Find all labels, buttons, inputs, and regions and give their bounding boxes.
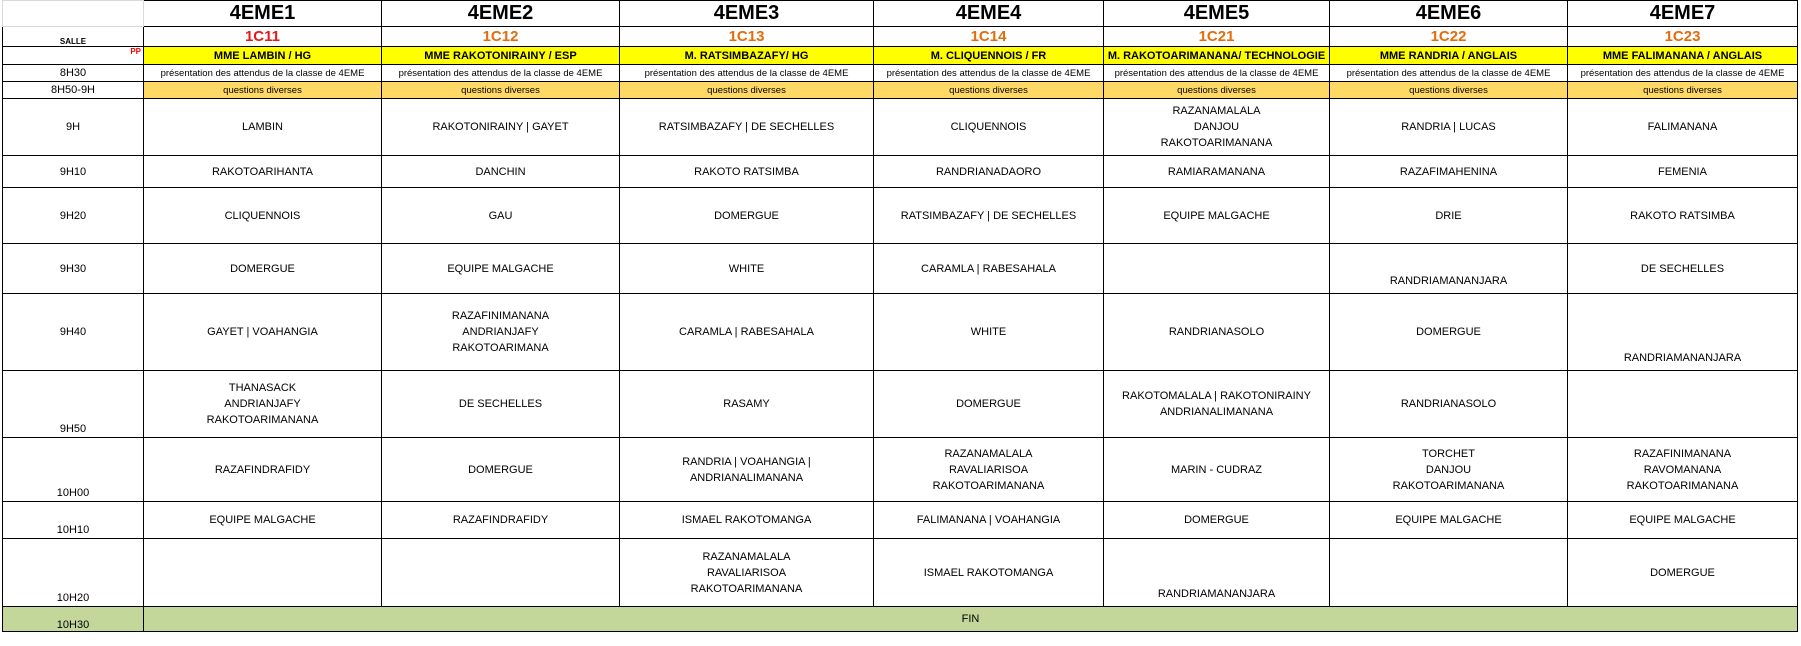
slot-cell[interactable] xyxy=(1330,502,1568,539)
teacher-name: DOMERGUE xyxy=(1416,326,1481,338)
teacher-name: RAKOTONIRAINY | GAYET xyxy=(432,121,569,133)
teacher-name: THANASACK xyxy=(228,382,297,394)
slot-cell[interactable] xyxy=(1330,99,1568,156)
slot-cell[interactable] xyxy=(382,294,620,371)
slot-cell[interactable] xyxy=(1568,244,1798,294)
slot-cell[interactable] xyxy=(144,502,382,539)
slot-cell[interactable] xyxy=(144,294,382,371)
slot-cell[interactable] xyxy=(874,156,1104,188)
time-cell[interactable]: 10H00 xyxy=(3,438,144,502)
teacher-name: WHITE xyxy=(728,262,765,275)
teacher-name: FEMENIA xyxy=(1658,165,1707,178)
slot-cell[interactable] xyxy=(1104,244,1330,294)
teacher-name: RAKOTOARIMANANA xyxy=(690,582,803,595)
class-header-4eme6[interactable]: 4EME6 xyxy=(1330,1,1568,27)
slot-cell[interactable] xyxy=(620,539,874,607)
teacher-name: EQUIPE MALGACHE xyxy=(1395,514,1502,526)
time-cell[interactable]: 9H40 xyxy=(3,294,144,371)
slot-cell[interactable] xyxy=(144,188,382,244)
room-1c22[interactable]: 1C22 xyxy=(1330,27,1568,47)
teacher-name: ANDRIANJAFY xyxy=(462,326,539,338)
teacher-name: DOMERGUE xyxy=(1184,514,1249,526)
questions-cell[interactable]: questions diverses xyxy=(382,82,620,99)
salle-label[interactable]: SALLE xyxy=(3,27,144,47)
slot-cell[interactable] xyxy=(874,188,1104,244)
time-cell[interactable]: 9H50 xyxy=(3,371,144,438)
teacher-name: ISMAEL RAKOTOMANGA xyxy=(681,514,812,526)
slot-cell[interactable] xyxy=(874,371,1104,438)
slot-cell[interactable] xyxy=(1104,294,1330,371)
time-cell[interactable]: 9H xyxy=(3,99,144,156)
questions-cell[interactable]: questions diverses xyxy=(1330,82,1568,99)
slot-cell[interactable] xyxy=(382,539,620,607)
teacher-name: RAKOTOARIMANA xyxy=(452,342,549,354)
slot-cell[interactable] xyxy=(620,294,874,371)
slot-cell[interactable] xyxy=(1330,438,1568,502)
slot-cell[interactable] xyxy=(1568,294,1798,371)
teacher-name: RASAMY xyxy=(723,398,770,410)
row-8h30 xyxy=(3,65,1798,82)
teacher-name: DOMERGUE xyxy=(956,398,1021,410)
slot-cell[interactable] xyxy=(1568,156,1798,188)
slot-cell[interactable] xyxy=(620,99,874,156)
teacher-name: EQUIPE MALGACHE xyxy=(209,514,316,526)
slot-cell[interactable] xyxy=(144,244,382,294)
class-header-4eme1[interactable]: 4EME1 xyxy=(144,1,382,27)
teacher-name: EQUIPE MALGACHE xyxy=(1629,514,1736,526)
class-header-4eme4[interactable]: 4EME4 xyxy=(874,1,1104,27)
room-1c21[interactable]: 1C21 xyxy=(1104,27,1330,47)
row-10h20 xyxy=(3,539,1798,607)
pp-teacher-4eme6[interactable]: MME RANDRIA / ANGLAIS xyxy=(1330,47,1568,65)
teacher-name: RANDRIAMANANJARA xyxy=(1389,275,1508,287)
slot-cell[interactable] xyxy=(874,99,1104,156)
teacher-name: RANDRIAMANANJARA xyxy=(1623,352,1742,364)
questions-cell[interactable]: questions diverses xyxy=(1568,82,1798,99)
room-1c12[interactable]: 1C12 xyxy=(382,27,620,47)
teacher-name: RAKOTOARIHANTA xyxy=(211,165,314,178)
time-cell[interactable]: 9H30 xyxy=(3,244,144,294)
slot-cell[interactable] xyxy=(1568,502,1798,539)
pp-row xyxy=(3,47,1798,65)
time-cell[interactable]: 10H10 xyxy=(3,502,144,539)
slot-cell[interactable] xyxy=(620,244,874,294)
time-cell[interactable]: 10H30 xyxy=(3,607,144,632)
teacher-name: DANJOU xyxy=(1425,463,1472,476)
slot-cell[interactable] xyxy=(1568,188,1798,244)
teacher-name: RANDRIANADAORO xyxy=(935,165,1042,178)
row-9h50 xyxy=(3,371,1798,438)
presentation-cell[interactable]: présentation des attendus de la classe de 4EME xyxy=(620,65,874,82)
teacher-name: DE SECHELLES xyxy=(1640,262,1725,275)
questions-cell[interactable]: questions diverses xyxy=(874,82,1104,99)
teacher-name: CARAMLA | RABESAHALA xyxy=(921,262,1056,275)
slot-cell[interactable] xyxy=(620,156,874,188)
teacher-name: EQUIPE MALGACHE xyxy=(1163,209,1270,222)
pp-label[interactable]: PP xyxy=(3,47,144,65)
class-name-row xyxy=(3,1,1798,27)
fin-cell[interactable]: FIN xyxy=(144,607,1798,632)
slot-cell[interactable] xyxy=(382,99,620,156)
slot-cell[interactable] xyxy=(144,156,382,188)
slot-cell[interactable] xyxy=(1104,371,1330,438)
teacher-name: RAVALIARISOA xyxy=(948,463,1029,476)
slot-cell[interactable] xyxy=(1568,438,1798,502)
teacher-name: RAKOTOARIMANANA xyxy=(1626,479,1739,492)
pp-teacher-4eme1[interactable]: MME LAMBIN / HG xyxy=(144,47,382,65)
teacher-name: RAKOTOARIMANANA xyxy=(932,479,1045,492)
row-9h30 xyxy=(3,244,1798,294)
slot-cell[interactable] xyxy=(874,244,1104,294)
slot-cell[interactable] xyxy=(1104,539,1330,607)
teacher-name: DOMERGUE xyxy=(230,262,295,275)
teacher-name: DANJOU xyxy=(1193,121,1240,133)
slot-cell[interactable] xyxy=(620,188,874,244)
room-1c23[interactable]: 1C23 xyxy=(1568,27,1798,47)
teacher-name: LAMBIN xyxy=(242,121,283,133)
teacher-name: CARAMLA | RABESAHALA xyxy=(679,326,814,338)
presentation-cell[interactable]: présentation des attendus de la classe de 4EME xyxy=(1104,65,1330,82)
time-cell[interactable]: 8H30 xyxy=(3,65,144,82)
class-header-4eme2[interactable]: 4EME2 xyxy=(382,1,620,27)
class-header-4eme7[interactable]: 4EME7 xyxy=(1568,1,1798,27)
slot-cell[interactable] xyxy=(382,371,620,438)
teacher-name: ANDRIANALIMANANA xyxy=(1159,406,1274,418)
teacher-name: RANDRIANASOLO xyxy=(1400,398,1497,410)
teacher-name: RANDRIA | LUCAS xyxy=(1401,121,1496,133)
time-cell[interactable]: 9H10 xyxy=(3,156,144,188)
class-header-4eme5[interactable]: 4EME5 xyxy=(1104,1,1330,27)
teacher-name: EQUIPE MALGACHE xyxy=(447,262,554,275)
slot-cell[interactable] xyxy=(1330,371,1568,438)
row-10h00 xyxy=(3,438,1798,502)
slot-cell[interactable] xyxy=(1568,99,1798,156)
pp-teacher-4eme4[interactable]: M. CLIQUENNOIS / FR xyxy=(874,47,1104,65)
teacher-name: DOMERGUE xyxy=(468,463,533,476)
slot-cell[interactable] xyxy=(382,188,620,244)
teacher-name: RAZAFINDRAFIDY xyxy=(452,514,549,526)
slot-cell[interactable] xyxy=(874,294,1104,371)
questions-cell[interactable]: questions diverses xyxy=(144,82,382,99)
teacher-name: ANDRIANJAFY xyxy=(224,398,301,410)
slot-cell[interactable] xyxy=(382,156,620,188)
slot-cell[interactable] xyxy=(1568,539,1798,607)
teacher-name: RANDRIA | VOAHANGIA | xyxy=(682,455,811,468)
teacher-name: FALIMANANA xyxy=(1647,121,1718,133)
questions-cell[interactable]: questions diverses xyxy=(620,82,874,99)
teacher-name: DOMERGUE xyxy=(714,209,779,222)
row-9h10 xyxy=(3,156,1798,188)
teacher-name: RAZAFINIMANANA xyxy=(451,310,550,322)
slot-cell[interactable] xyxy=(1104,99,1330,156)
teacher-name: ANDRIANALIMANANA xyxy=(689,471,804,484)
teacher-name: CLIQUENNOIS xyxy=(950,121,1027,133)
teacher-name: RAKOTOARIMANANA xyxy=(1392,479,1505,492)
teacher-name: RAVALIARISOA xyxy=(706,566,787,579)
time-cell[interactable]: 10H20 xyxy=(3,539,144,607)
slot-cell[interactable] xyxy=(620,502,874,539)
slot-cell[interactable] xyxy=(144,371,382,438)
teacher-name: RAKOTO RATSIMBA xyxy=(1630,209,1735,222)
corner-cell[interactable] xyxy=(3,1,144,27)
slot-cell[interactable] xyxy=(144,539,382,607)
teacher-name: RAKOTOMALALA | RAKOTONIRAINY xyxy=(1122,390,1311,402)
presentation-cell[interactable]: présentation des attendus de la classe de 4EME xyxy=(144,65,382,82)
teacher-name: DE SECHELLES xyxy=(458,398,543,410)
teacher-name: RATSIMBAZAFY | DE SECHELLES xyxy=(658,121,835,133)
teacher-name: RAKOTOARIMANANA xyxy=(206,414,319,426)
teacher-name: RAMIARAMANANA xyxy=(1167,165,1266,178)
slot-cell[interactable] xyxy=(144,99,382,156)
row-9h40 xyxy=(3,294,1798,371)
slot-cell[interactable] xyxy=(620,438,874,502)
teacher-name: RAZAFINIMANANA xyxy=(1633,447,1732,460)
slot-cell[interactable] xyxy=(874,502,1104,539)
slot-cell[interactable] xyxy=(1104,438,1330,502)
teacher-name: RAZANAMALALA xyxy=(702,550,791,563)
class-header-4eme3[interactable]: 4EME3 xyxy=(620,1,874,27)
row-9h20 xyxy=(3,188,1798,244)
presentation-cell[interactable]: présentation des attendus de la classe de 4EME xyxy=(1330,65,1568,82)
slot-cell[interactable] xyxy=(1104,502,1330,539)
time-cell[interactable]: 8H50-9H xyxy=(3,82,144,99)
teacher-name: RAZAFINDRAFIDY xyxy=(214,463,311,476)
teacher-name: RAKOTOARIMANANA xyxy=(1160,137,1273,149)
teacher-name: DANCHIN xyxy=(475,165,526,178)
teacher-name: RAZANAMALALA xyxy=(1172,105,1261,117)
pp-teacher-4eme2[interactable]: MME RAKOTONIRAINY / ESP xyxy=(382,47,620,65)
slot-cell[interactable] xyxy=(874,438,1104,502)
teacher-name: RAKOTO RATSIMBA xyxy=(694,165,799,178)
teacher-name: MARIN - CUDRAZ xyxy=(1170,463,1263,476)
teacher-name: GAU xyxy=(488,209,513,222)
teacher-name: RANDRIANASOLO xyxy=(1168,326,1265,338)
room-1c11[interactable]: 1C11 xyxy=(144,27,382,47)
row-8h50 xyxy=(3,82,1798,99)
room-1c14[interactable]: 1C14 xyxy=(874,27,1104,47)
teacher-name: DOMERGUE xyxy=(1650,566,1715,579)
slot-cell[interactable] xyxy=(874,539,1104,607)
teacher-name: RAVOMANANA xyxy=(1643,463,1722,476)
pp-teacher-4eme3[interactable]: M. RATSIMBAZAFY/ HG xyxy=(620,47,874,65)
row-9h xyxy=(3,99,1798,156)
slot-cell[interactable] xyxy=(382,438,620,502)
pp-teacher-4eme7[interactable]: MME FALIMANANA / ANGLAIS xyxy=(1568,47,1798,65)
slot-cell[interactable] xyxy=(1330,156,1568,188)
teacher-name: RAZAFIMAHENINA xyxy=(1399,165,1498,178)
teacher-name: RAZANAMALALA xyxy=(944,447,1033,460)
room-1c13[interactable]: 1C13 xyxy=(620,27,874,47)
slot-cell[interactable] xyxy=(1330,244,1568,294)
room-row xyxy=(3,27,1798,47)
teacher-name: WHITE xyxy=(970,326,1007,338)
slot-cell[interactable] xyxy=(382,502,620,539)
teacher-name: ISMAEL RAKOTOMANGA xyxy=(923,566,1054,579)
teacher-name: TORCHET xyxy=(1422,447,1475,460)
schedule-grid xyxy=(2,0,1798,632)
slot-cell[interactable] xyxy=(1104,188,1330,244)
teacher-name: CLIQUENNOIS xyxy=(224,209,301,222)
presentation-cell[interactable]: présentation des attendus de la classe de 4EME xyxy=(382,65,620,82)
teacher-name: GAYET | VOAHANGIA xyxy=(207,326,318,338)
slot-cell[interactable] xyxy=(1330,539,1568,607)
row-10h30 xyxy=(3,607,1798,632)
slot-cell[interactable] xyxy=(382,244,620,294)
teacher-name: RATSIMBAZAFY | DE SECHELLES xyxy=(900,209,1077,222)
slot-cell[interactable] xyxy=(620,371,874,438)
slot-cell[interactable] xyxy=(144,438,382,502)
teacher-name: FALIMANANA | VOAHANGIA xyxy=(916,514,1061,526)
teacher-name: RANDRIAMANANJARA xyxy=(1157,588,1276,600)
time-cell[interactable]: 9H20 xyxy=(3,188,144,244)
slot-cell[interactable] xyxy=(1330,294,1568,371)
teacher-name: DRIE xyxy=(1435,209,1462,222)
pp-teacher-4eme5[interactable]: M. RAKOTOARIMANANA/ TECHNOLOGIE xyxy=(1104,47,1330,65)
slot-cell[interactable] xyxy=(1104,156,1330,188)
row-10h10 xyxy=(3,502,1798,539)
slot-cell[interactable] xyxy=(1568,371,1798,438)
questions-cell[interactable]: questions diverses xyxy=(1104,82,1330,99)
presentation-cell[interactable]: présentation des attendus de la classe de 4EME xyxy=(874,65,1104,82)
presentation-cell[interactable]: présentation des attendus de la classe de 4EME xyxy=(1568,65,1798,82)
slot-cell[interactable] xyxy=(1330,188,1568,244)
